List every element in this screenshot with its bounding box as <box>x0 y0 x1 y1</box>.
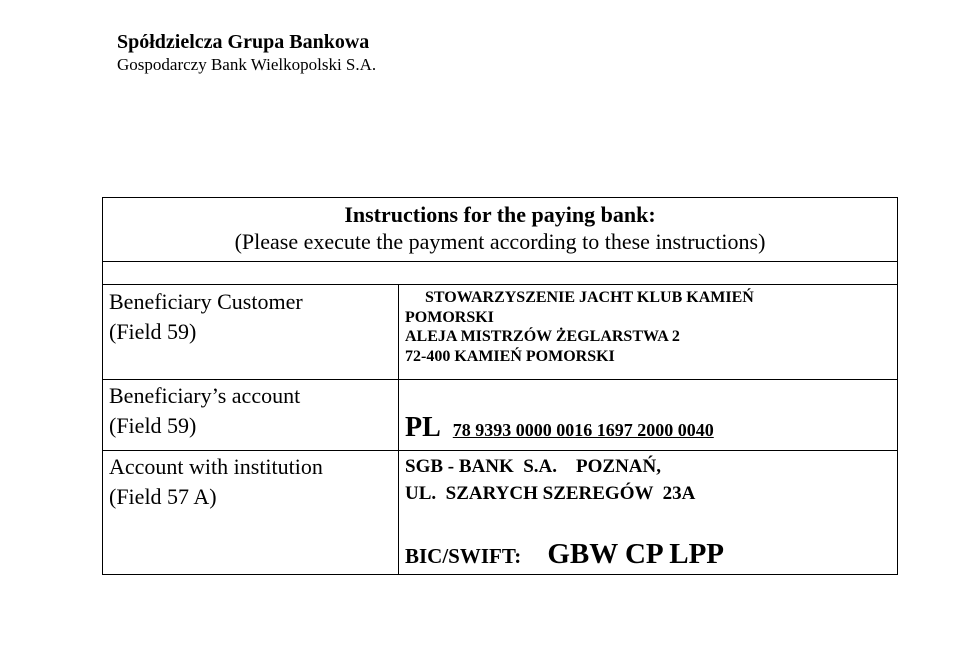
account-institution-label: Account with institution (Field 57 A) <box>109 454 323 509</box>
beneficiary-account-value <box>405 412 714 444</box>
instructions-subtitle: (Please execute the payment according to these instructions) <box>234 229 766 254</box>
divider <box>103 450 897 451</box>
bank-address-line: UL. SZARYCH SZEREGÓW 23A <box>405 483 696 504</box>
org-subtitle: Gospodarczy Bank Wielkopolski S.A. <box>117 55 377 74</box>
account-country-code: PL <box>405 412 441 443</box>
instructions-header <box>103 198 897 261</box>
divider <box>103 379 897 380</box>
beneficiary-city-line: 72-400 KAMIEŃ POMORSKI <box>405 347 615 365</box>
org-name: Spółdzielcza Grupa Bankowa <box>117 31 370 53</box>
beneficiary-address-line: ALEJA MISTRZÓW ŻEGLARSTWA 2 <box>405 328 680 345</box>
divider <box>103 261 897 262</box>
swift-code: GBW CP LPP <box>547 538 725 570</box>
account-institution-value <box>405 453 695 507</box>
instructions-title: Instructions for the paying bank: <box>344 202 656 227</box>
beneficiary-name-line: STOWARZYSZENIE JACHT KLUB KAMIEŃ <box>425 289 754 306</box>
letterhead <box>117 30 376 76</box>
swift-row <box>405 538 724 571</box>
beneficiary-name-line: POMORSKI <box>405 308 494 326</box>
payment-instructions-table <box>102 197 898 575</box>
column-divider <box>398 284 399 574</box>
beneficiary-customer-label: Beneficiary Customer (Field 59) <box>109 289 303 344</box>
beneficiary-account-label: Beneficiary’s account (Field 59) <box>109 383 301 438</box>
swift-label: BIC/SWIFT: <box>405 544 522 568</box>
divider <box>103 284 897 285</box>
account-number: 78 9393 0000 0016 1697 2000 0040 <box>452 420 714 440</box>
beneficiary-customer-value <box>405 288 754 366</box>
bank-name-line: SGB - BANK S.A. POZNAŃ, <box>405 456 661 477</box>
